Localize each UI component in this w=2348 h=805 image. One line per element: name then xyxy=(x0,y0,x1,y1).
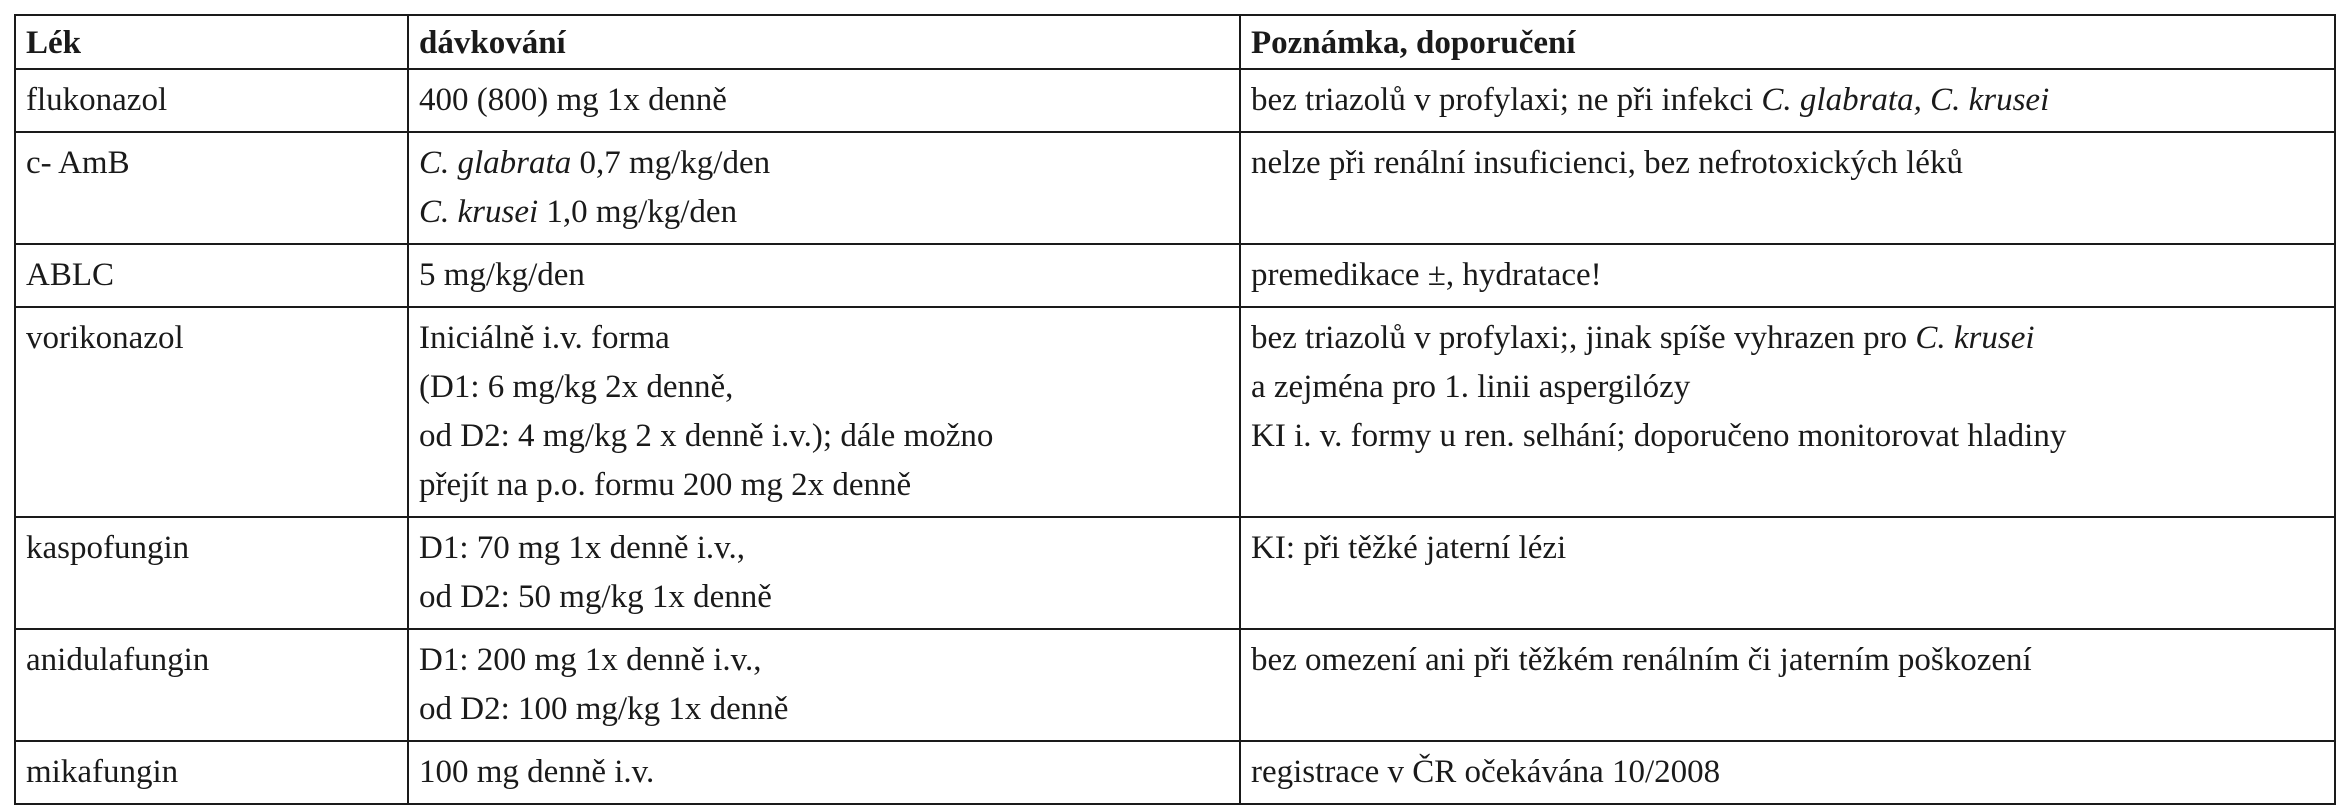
note-cell xyxy=(1240,244,2335,307)
note-cell xyxy=(1240,517,2335,629)
header-drug: Lék xyxy=(15,15,408,69)
note-line: nelze při renální insuficienci, bez nefrotoxických léků xyxy=(1251,145,1963,181)
table-row xyxy=(15,629,2335,741)
dosage-line: 100 mg denně i.v. xyxy=(419,754,655,790)
note-line xyxy=(1251,76,2326,125)
dosage-line: Iniciálně i.v. forma xyxy=(419,320,670,356)
dosage-line: 400 (800) mg 1x denně xyxy=(419,82,727,118)
table-row xyxy=(15,69,2335,132)
dosage-cell xyxy=(408,69,1240,132)
table-row xyxy=(15,307,2335,517)
note-cell xyxy=(1240,307,2335,517)
dosage-line: od D2: 50 mg/kg 1x denně xyxy=(419,579,772,615)
note-line: registrace v ČR očekávána 10/2008 xyxy=(1251,754,1721,790)
drug-name: kaspofungin xyxy=(15,517,408,629)
note-cell xyxy=(1240,132,2335,244)
dosage-line: 5 mg/kg/den xyxy=(419,257,585,293)
dosage-line xyxy=(419,188,1231,237)
note-line: bez omezení ani při těžkém renálním či jaterním poškození xyxy=(1251,642,2032,678)
drug-name: mikafungin xyxy=(15,741,408,804)
table-row xyxy=(15,517,2335,629)
species-name: C. glabrata xyxy=(419,145,572,181)
dosage-line: D1: 200 mg 1x denně i.v., xyxy=(419,642,762,678)
drug-name: ABLC xyxy=(15,244,408,307)
table-header-row xyxy=(15,15,2335,69)
header-dosage: dávkování xyxy=(408,15,1240,69)
note-line: KI: při těžké jaterní lézi xyxy=(1251,530,1567,566)
species-name: C. glabrata, C. krusei xyxy=(1761,82,2050,118)
table-row xyxy=(15,741,2335,804)
drug-name: anidulafungin xyxy=(15,629,408,741)
drug-name: flukonazol xyxy=(15,69,408,132)
header-note: Poznámka, doporučení xyxy=(1240,15,2335,69)
dosage-cell xyxy=(408,517,1240,629)
note-line: premedikace ±, hydratace! xyxy=(1251,257,1602,293)
dosage-cell xyxy=(408,244,1240,307)
dosage-cell xyxy=(408,741,1240,804)
dose-value: 1,0 mg/kg/den xyxy=(538,194,738,230)
note-cell xyxy=(1240,69,2335,132)
dose-value: 0,7 mg/kg/den xyxy=(571,145,771,181)
note-line: KI i. v. formy u ren. selhání; doporučeno monitorovat hladiny xyxy=(1251,418,2067,454)
dosage-cell xyxy=(408,307,1240,517)
dosage-line: D1: 70 mg 1x denně i.v., xyxy=(419,530,745,566)
dosage-cell xyxy=(408,132,1240,244)
dosage-line xyxy=(419,139,1231,188)
dosage-cell xyxy=(408,629,1240,741)
table-row xyxy=(15,244,2335,307)
drug-name: vorikonazol xyxy=(15,307,408,517)
drug-name: c- AmB xyxy=(15,132,408,244)
dosage-line: přejít na p.o. formu 200 mg 2x denně xyxy=(419,467,912,503)
species-name: C. krusei xyxy=(419,194,539,230)
species-name: C. krusei xyxy=(1915,320,2035,356)
dosage-line: od D2: 100 mg/kg 1x denně xyxy=(419,691,789,727)
dosage-line: (D1: 6 mg/kg 2x denně, xyxy=(419,369,734,405)
dosage-line: od D2: 4 mg/kg 2 x denně i.v.); dále možno xyxy=(419,418,994,454)
table-row xyxy=(15,132,2335,244)
note-cell xyxy=(1240,741,2335,804)
note-text: bez triazolů v profylaxi;, jinak spíše vyhrazen pro xyxy=(1251,320,1916,356)
note-text: bez triazolů v profylaxi; ne při infekci xyxy=(1251,82,1762,118)
note-line xyxy=(1251,314,2326,363)
antifungal-drug-table xyxy=(14,14,2336,805)
note-cell xyxy=(1240,629,2335,741)
note-line: a zejména pro 1. linii aspergilózy xyxy=(1251,369,1691,405)
